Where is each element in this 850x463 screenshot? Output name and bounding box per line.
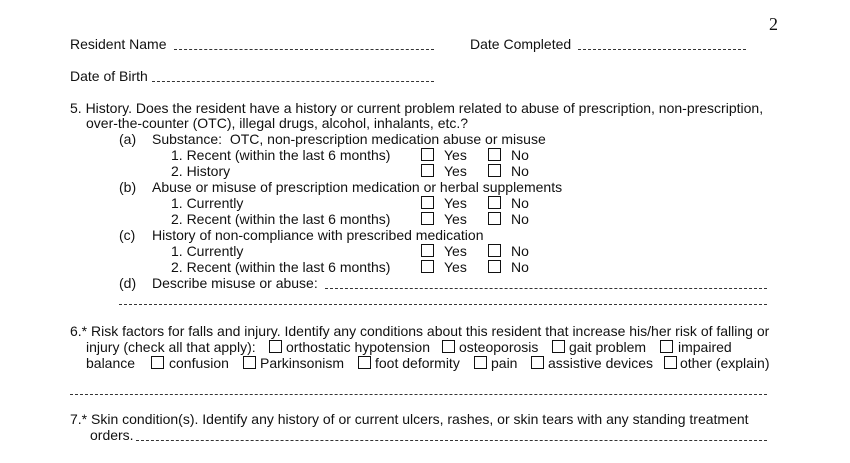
orthostatic-hypotension-checkbox[interactable] <box>269 340 282 353</box>
assistive-devices-checkbox[interactable] <box>531 356 544 369</box>
q5a1-label: 1. Recent (within the last 6 months) <box>171 147 391 163</box>
assistive-devices-label: assistive devices <box>548 355 654 371</box>
osteoporosis-label: osteoporosis <box>459 339 539 355</box>
yes-label: Yes <box>444 211 467 227</box>
yes-label: Yes <box>444 259 467 275</box>
q5b1-label: 1. Currently <box>171 195 244 211</box>
no-label: No <box>511 259 529 275</box>
q5b-label: Abuse or misuse of prescription medication or herbal supplements <box>152 179 563 195</box>
q5c2-yes-checkbox[interactable] <box>421 260 434 273</box>
q5c2-label: 2. Recent (within the last 6 months) <box>171 259 391 275</box>
orthostatic-hypotension-label: orthostatic hypotension <box>286 339 430 355</box>
q5c1-no-checkbox[interactable] <box>488 244 501 257</box>
q6-explain-line[interactable] <box>70 394 767 395</box>
q6-text-line1: 6.* Risk factors for falls and injury. Identify any conditions about this resident that increase his/her risk of falling or <box>70 323 770 339</box>
gait-problem-label: gait problem <box>569 339 647 355</box>
pain-checkbox[interactable] <box>474 356 487 369</box>
q5a-letter: (a) <box>119 131 137 147</box>
resident-name-field[interactable] <box>174 49 434 50</box>
no-label: No <box>511 211 529 227</box>
balance-label: balance <box>86 355 136 371</box>
date-completed-label: Date Completed <box>470 36 572 52</box>
confusion-checkbox[interactable] <box>151 356 164 369</box>
no-label: No <box>511 147 529 163</box>
parkinsonism-label: Parkinsonism <box>260 355 345 371</box>
pain-label: pain <box>491 355 518 371</box>
parkinsonism-checkbox[interactable] <box>243 356 256 369</box>
q5b1-yes-checkbox[interactable] <box>421 196 434 209</box>
q5c-label: History of non-compliance with prescribed medication <box>152 227 484 243</box>
impaired-balance-checkbox[interactable] <box>660 340 673 353</box>
foot-deformity-label: foot deformity <box>375 355 460 371</box>
q5b1-no-checkbox[interactable] <box>488 196 501 209</box>
q5-text-line2: over-the-counter (OTC), illegal drugs, alcohol, inhalants, etc.? <box>86 115 469 131</box>
q7-text-line2: orders. <box>90 427 134 443</box>
q5a2-yes-checkbox[interactable] <box>421 164 434 177</box>
q5d-answer-line1[interactable] <box>325 288 767 289</box>
foot-deformity-checkbox[interactable] <box>358 356 371 369</box>
gait-problem-checkbox[interactable] <box>552 340 565 353</box>
confusion-label: confusion <box>169 355 229 371</box>
no-label: No <box>511 163 529 179</box>
q5d-answer-line2[interactable] <box>119 304 767 305</box>
q5d-label: Describe misuse or abuse: <box>152 275 318 291</box>
q5c2-no-checkbox[interactable] <box>488 260 501 273</box>
date-of-birth-label: Date of Birth <box>70 68 148 84</box>
yes-label: Yes <box>444 147 467 163</box>
q5a1-no-checkbox[interactable] <box>488 148 501 161</box>
q5c-letter: (c) <box>119 227 136 243</box>
q5d-letter: (d) <box>119 275 137 291</box>
resident-name-label: Resident Name <box>70 36 167 52</box>
q5a1-yes-checkbox[interactable] <box>421 148 434 161</box>
q7-text-line1: 7.* Skin condition(s). Identify any history of or current ulcers, rashes, or skin tears with any standing treatment <box>70 411 749 427</box>
q6-text-line2: injury (check all that apply): <box>86 339 256 355</box>
page-number: 2 <box>769 14 778 34</box>
q5c1-label: 1. Currently <box>171 243 244 259</box>
osteoporosis-checkbox[interactable] <box>442 340 455 353</box>
q5b-letter: (b) <box>119 179 137 195</box>
date-of-birth-field[interactable] <box>152 81 434 82</box>
q5c1-yes-checkbox[interactable] <box>421 244 434 257</box>
q5b2-label: 2. Recent (within the last 6 months) <box>171 211 391 227</box>
q5a2-label: 2. History <box>171 163 231 179</box>
date-completed-field[interactable] <box>578 49 746 50</box>
no-label: No <box>511 243 529 259</box>
yes-label: Yes <box>444 243 467 259</box>
no-label: No <box>511 195 529 211</box>
q5a2-no-checkbox[interactable] <box>488 164 501 177</box>
q5-text-line1: 5. History. Does the resident have a history or current problem related to abuse of prescription, non-prescription, <box>70 100 764 116</box>
yes-label: Yes <box>444 195 467 211</box>
q7-orders-line[interactable] <box>136 440 767 441</box>
other-explain-label: other (explain) <box>680 355 770 371</box>
q5a-label: Substance: OTC, non-prescription medication abuse or misuse <box>152 131 546 147</box>
q5b2-no-checkbox[interactable] <box>488 212 501 225</box>
q5b2-yes-checkbox[interactable] <box>421 212 434 225</box>
yes-label: Yes <box>444 163 467 179</box>
impaired-label: impaired <box>678 339 732 355</box>
other-explain-checkbox[interactable] <box>664 356 677 369</box>
